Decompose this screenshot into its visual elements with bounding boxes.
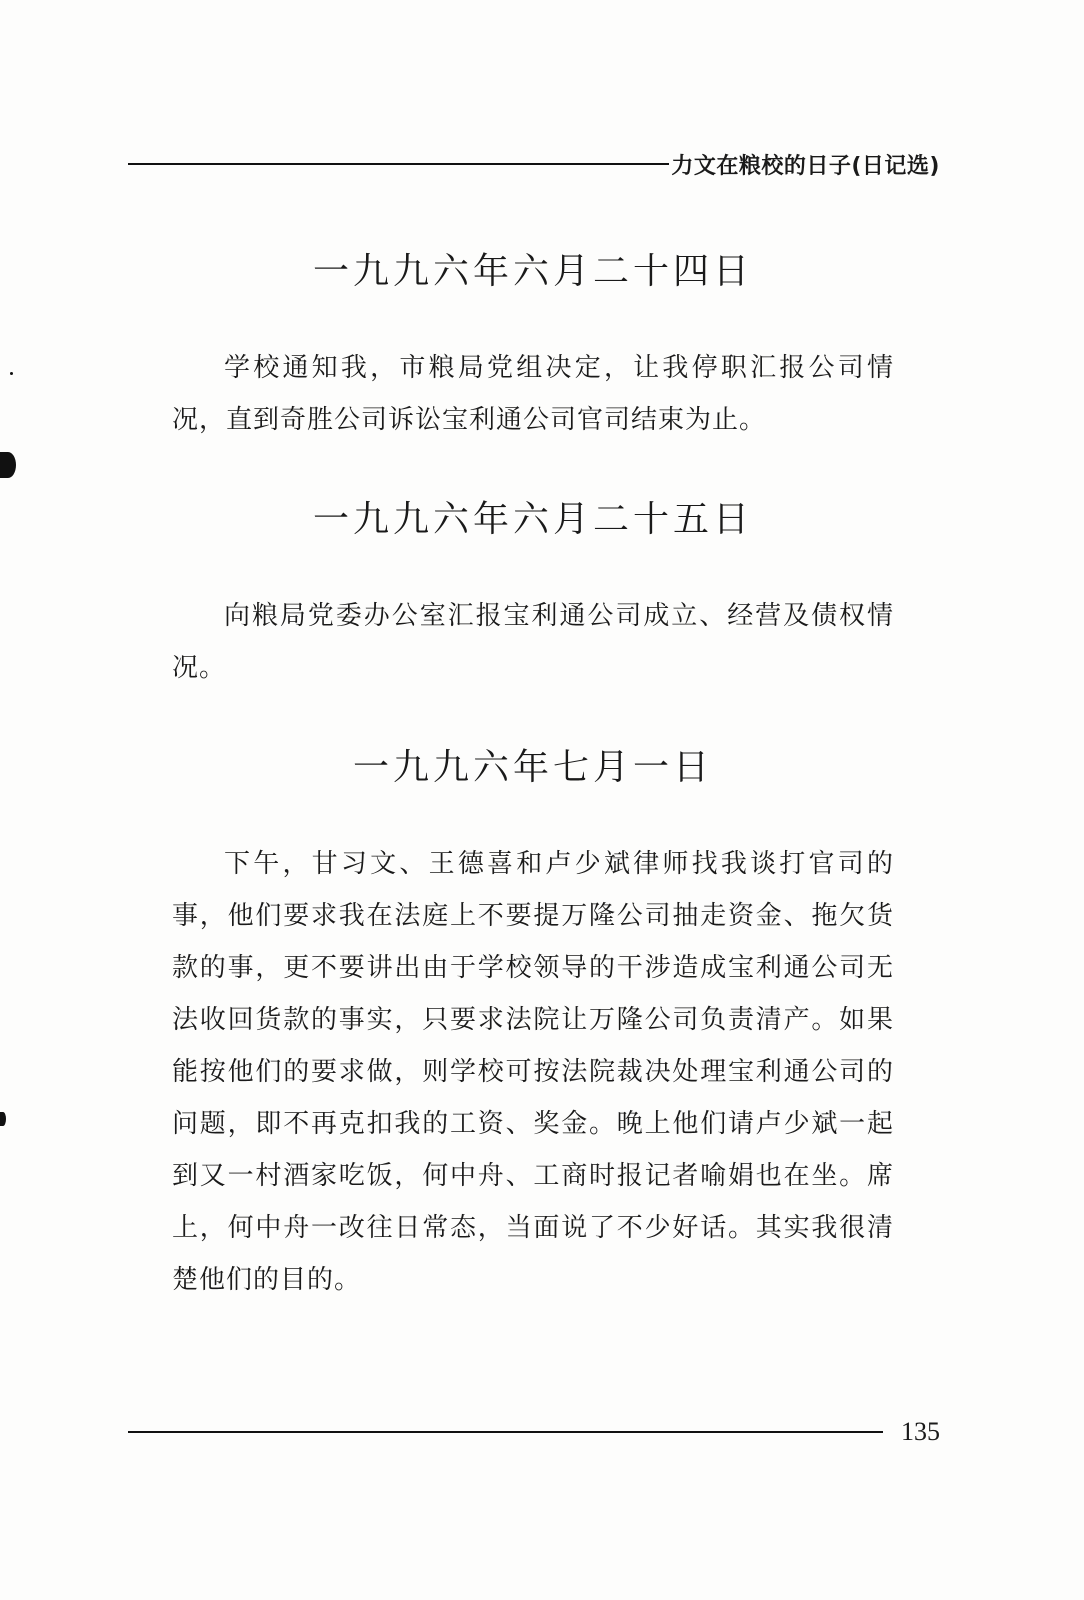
- scan-mark: [0, 452, 16, 478]
- header-rule: [128, 163, 669, 165]
- entry-body: 学校通知我，市粮局党组决定，让我停职汇报公司情况，直到奇胜公司诉讼宝利通公司官司结束为止。: [172, 353, 894, 435]
- scan-mark: [0, 1112, 6, 1126]
- entry-date: 一九九六年六月二十五日: [312, 499, 753, 540]
- entry-date: 一九九六年六月二十四日: [312, 251, 753, 292]
- diary-entry: [172, 484, 894, 732]
- footer-rule: [128, 1431, 883, 1433]
- page-footer: [128, 1412, 940, 1452]
- diary-entry: [172, 732, 894, 1306]
- running-title: 力文在粮校的日子(日记选): [671, 153, 940, 179]
- diary-entry: [172, 236, 894, 484]
- diary-content: [172, 236, 894, 1306]
- running-header: [128, 146, 940, 182]
- entry-body: 向粮局党委办公室汇报宝利通公司成立、经营及债权情况。: [172, 601, 894, 683]
- page-number: 135: [901, 1417, 940, 1446]
- entry-date: 一九九六年七月一日: [352, 747, 713, 788]
- entry-body: 下午，甘习文、王德喜和卢少斌律师找我谈打官司的事，他们要求我在法庭上不要提万隆公司抽走资金、拖欠货款的事，更不要讲出由于学校领导的干涉造成宝利通公司无法收回货款的事实，只要求法院让万隆公司负责清产。如果能按他们的要求做，则学校可按法院裁决处理宝利通公司的问题，即不再克扣我的工资、奖金。晚上他们请卢少斌一起到又一村酒家吃饭，何中舟、工商时报记者喻娟也在坐。席上，何中舟一改往日常态，当面说了不少好话。其实我很清楚他们的目的。: [172, 849, 894, 1295]
- scan-mark: [10, 372, 13, 375]
